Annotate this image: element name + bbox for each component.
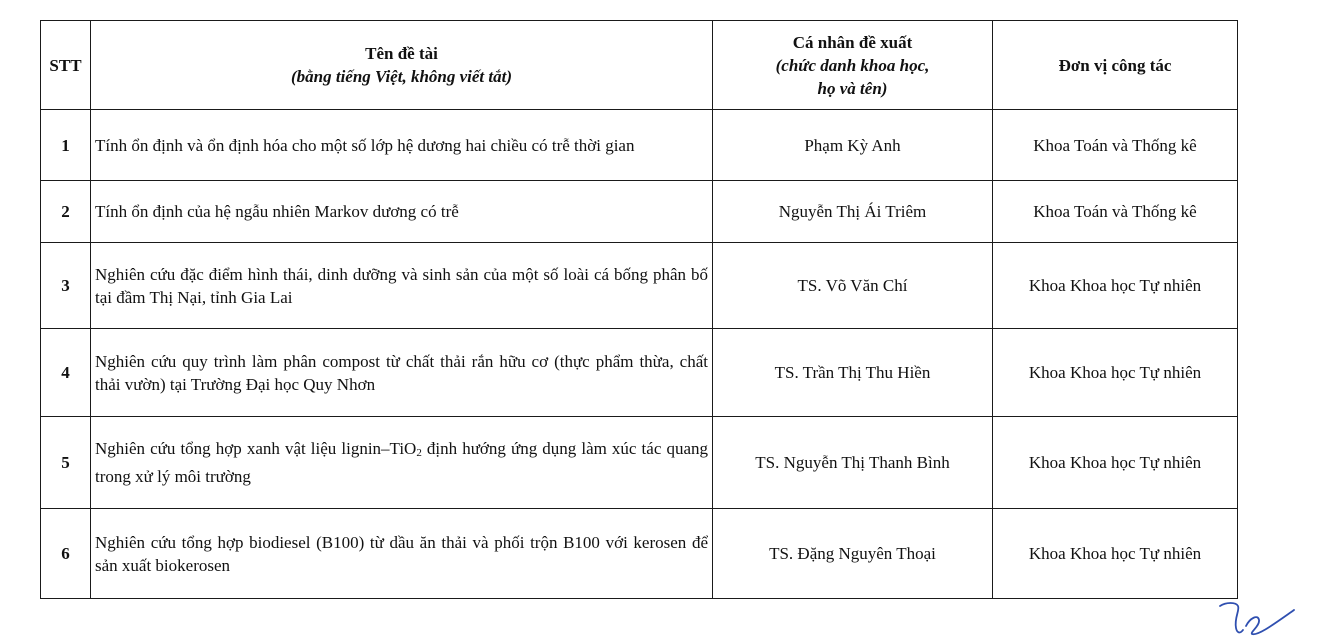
row-person: Nguyễn Thị Ái Triêm bbox=[713, 181, 993, 243]
row-unit: Khoa Toán và Thống kê bbox=[993, 110, 1238, 181]
row-stt: 1 bbox=[41, 110, 91, 181]
header-person-label: Cá nhân đề xuất bbox=[792, 32, 913, 52]
row-title-subscript: 2 bbox=[416, 447, 422, 459]
table-row bbox=[41, 181, 1238, 243]
row-stt: 4 bbox=[41, 329, 91, 417]
row-person: TS. Trần Thị Thu Hiền bbox=[713, 329, 993, 417]
row-title-after: định hướng ứng dụng làm xúc tác quang trong xử lý môi trường bbox=[95, 439, 708, 486]
header-stt-label: STT bbox=[49, 55, 82, 75]
proposal-table bbox=[40, 20, 1238, 599]
row-person: TS. Nguyễn Thị Thanh Bình bbox=[713, 417, 993, 509]
row-title: Tính ổn định và ổn định hóa cho một số lớp hệ dương hai chiều có trễ thời gian bbox=[91, 110, 713, 181]
header-unit-label: Đơn vị công tác bbox=[1058, 55, 1172, 75]
row-title: Nghiên cứu quy trình làm phân compost từ chất thải rắn hữu cơ (thực phẩm thừa, chất thải vườn) tại Trường Đại học Quy Nhơn bbox=[91, 329, 713, 417]
header-row bbox=[41, 21, 1238, 110]
header-person-note-2: họ và tên) bbox=[817, 78, 888, 98]
row-person: TS. Võ Văn Chí bbox=[713, 243, 993, 329]
header-person-note-1: (chức danh khoa học, bbox=[775, 55, 930, 75]
row-title: Nghiên cứu đặc điểm hình thái, dinh dưỡng và sinh sản của một số loài cá bống phân bố tại đầm Thị Nại, tỉnh Gia Lai bbox=[91, 243, 713, 329]
table-row bbox=[41, 417, 1238, 509]
row-unit: Khoa Toán và Thống kê bbox=[993, 181, 1238, 243]
signature-stroke-2 bbox=[1246, 610, 1294, 634]
row-stt: 2 bbox=[41, 181, 91, 243]
header-unit bbox=[993, 21, 1238, 110]
header-title-note: (bằng tiếng Việt, không viết tắt) bbox=[290, 67, 512, 86]
table-row bbox=[41, 110, 1238, 181]
row-unit: Khoa Khoa học Tự nhiên bbox=[993, 243, 1238, 329]
row-person: TS. Đặng Nguyên Thoại bbox=[713, 509, 993, 599]
header-title-label: Tên đề tài bbox=[365, 44, 438, 63]
row-person: Phạm Kỳ Anh bbox=[713, 110, 993, 181]
row-unit: Khoa Khoa học Tự nhiên bbox=[993, 329, 1238, 417]
row-stt: 3 bbox=[41, 243, 91, 329]
row-unit: Khoa Khoa học Tự nhiên bbox=[993, 417, 1238, 509]
header-person bbox=[713, 21, 993, 110]
row-title-before: Nghiên cứu tổng hợp xanh vật liệu lignin–TiO bbox=[95, 439, 417, 458]
row-unit: Khoa Khoa học Tự nhiên bbox=[993, 509, 1238, 599]
table-row bbox=[41, 243, 1238, 329]
handwritten-initials-icon bbox=[1212, 596, 1302, 638]
signature-stroke-1 bbox=[1220, 603, 1243, 632]
table-row bbox=[41, 509, 1238, 599]
header-stt bbox=[41, 21, 91, 110]
row-title: Nghiên cứu tổng hợp biodiesel (B100) từ dầu ăn thải và phối trộn B100 với kerosen để sản xuất biokerosen bbox=[91, 509, 713, 599]
row-title: Tính ổn định của hệ ngẫu nhiên Markov dương có trễ bbox=[91, 181, 713, 243]
row-stt: 5 bbox=[41, 417, 91, 509]
header-title bbox=[91, 21, 713, 110]
table-row bbox=[41, 329, 1238, 417]
row-stt: 6 bbox=[41, 509, 91, 599]
row-title bbox=[91, 417, 713, 509]
